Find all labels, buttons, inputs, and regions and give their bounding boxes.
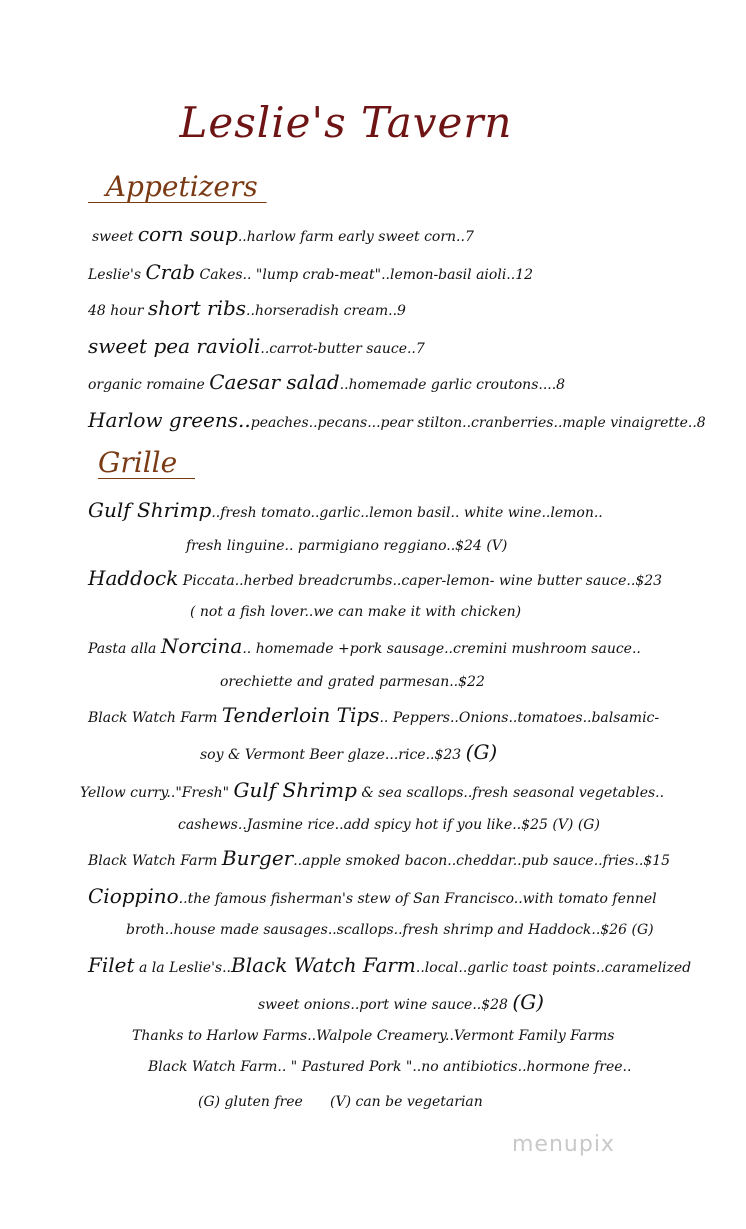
legend-gluten-free: (G) gluten free bbox=[198, 1094, 303, 1110]
dish-name: Norcina bbox=[160, 634, 243, 658]
menu-item-haddock-note: ( not a fish lover..we can make it with chicken) bbox=[190, 604, 522, 620]
gluten-free-marker: (G) bbox=[465, 740, 498, 764]
dish-name: short ribs bbox=[147, 296, 247, 320]
menu-item-tenderloin-tips: Black Watch Farm Tenderloin Tips.. Peppers..Onions..tomatoes..balsamic- bbox=[88, 703, 660, 727]
menu-item-burger: Black Watch Farm Burger..apple smoked bacon..cheddar..pub sauce..fries..$15 bbox=[88, 846, 671, 870]
footer-black-watch: Black Watch Farm.. " Pastured Pork "..no antibiotics..hormone free.. bbox=[148, 1059, 632, 1075]
menu-item-harlow-greens: Harlow greens..peaches..pecans...pear stilton..cranberries..maple vinaigrette..8 bbox=[88, 408, 706, 432]
gluten-free-marker: (G) bbox=[512, 990, 544, 1014]
dish-name: sweet pea ravioli bbox=[88, 334, 261, 358]
dish-name: Burger bbox=[221, 846, 294, 870]
menu-item-corn-soup: sweet corn soup..harlow farm early sweet corn..7 bbox=[92, 222, 474, 246]
menu-item-gulf-shrimp-cont: fresh linguine.. parmigiano reggiano..$24 (V) bbox=[186, 538, 508, 554]
menu-item-sweet-pea-ravioli: sweet pea ravioli..carrot-butter sauce..7 bbox=[88, 334, 425, 358]
menu-item-gulf-shrimp: Gulf Shrimp..fresh tomato..garlic..lemon basil.. white wine..lemon.. bbox=[88, 498, 603, 522]
restaurant-title: Leslie's Tavern bbox=[179, 98, 513, 147]
watermark-logo: menupix bbox=[512, 1132, 615, 1157]
menu-item-filet-cont: sweet onions..port wine sauce..$28 (G) bbox=[258, 990, 544, 1014]
dish-name: Gulf Shrimp bbox=[88, 498, 212, 522]
dish-name: Tenderloin Tips bbox=[221, 703, 380, 727]
footer-thanks: Thanks to Harlow Farms..Walpole Creamery..Vermont Family Farms bbox=[132, 1028, 615, 1044]
menu-item-cioppino-cont: broth..house made sausages..scallops..fresh shrimp and Haddock..$26 (G) bbox=[126, 922, 654, 938]
menu-item-crab-cakes: Leslie's Crab Cakes.. "lump crab-meat"..lemon-basil aioli..12 bbox=[88, 260, 534, 284]
dish-name: Haddock bbox=[88, 566, 179, 590]
menu-item-filet: Filet a la Leslie's..Black Watch Farm..local..garlic toast points..caramelized bbox=[88, 953, 692, 977]
legend-vegetarian: (V) can be vegetarian bbox=[330, 1094, 483, 1110]
menu-item-caesar-salad: organic romaine Caesar salad..homemade garlic croutons....8 bbox=[88, 370, 566, 394]
menu-item-cioppino: Cioppino..the famous fisherman's stew of San Francisco..with tomato fennel bbox=[88, 884, 657, 908]
dish-farm-name: Black Watch Farm bbox=[231, 953, 416, 977]
dish-name: Caesar salad bbox=[209, 370, 340, 394]
menu-item-short-ribs: 48 hour short ribs..horseradish cream..9 bbox=[88, 296, 406, 320]
section-heading-appetizers: Appetizers bbox=[88, 170, 267, 203]
dish-name: Filet bbox=[88, 953, 135, 977]
menu-item-yellow-curry: Yellow curry.."Fresh" Gulf Shrimp & sea scallops..fresh seasonal vegetables.. bbox=[80, 778, 665, 802]
dish-name: Cioppino bbox=[88, 884, 179, 908]
dish-name: Gulf Shrimp bbox=[233, 778, 357, 802]
menu-item-tenderloin-tips-cont: soy & Vermont Beer glaze...rice..$23 (G) bbox=[200, 740, 498, 764]
dish-name: Crab bbox=[145, 260, 196, 284]
section-heading-grille: Grille bbox=[98, 446, 195, 479]
menu-item-haddock: Haddock Piccata..herbed breadcrumbs..caper-lemon- wine butter sauce..$23 bbox=[88, 566, 663, 590]
menu-item-pasta-norcina-cont: orechiette and grated parmesan..$22 bbox=[220, 674, 485, 690]
menu-item-pasta-norcina: Pasta alla Norcina.. homemade +pork sausage..cremini mushroom sauce.. bbox=[88, 634, 641, 658]
menu-item-yellow-curry-cont: cashews..Jasmine rice..add spicy hot if you like..$25 (V) (G) bbox=[178, 817, 600, 833]
dish-name: corn soup bbox=[137, 222, 238, 246]
dish-name: Harlow greens.. bbox=[88, 408, 251, 432]
